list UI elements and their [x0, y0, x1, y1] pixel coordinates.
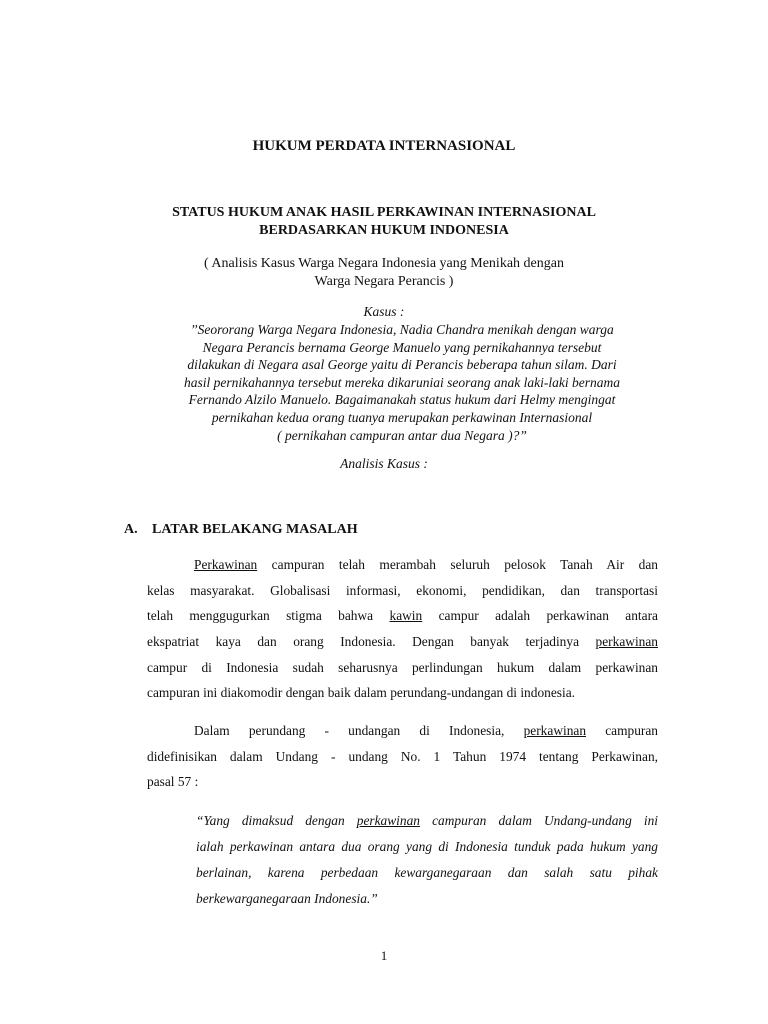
document-subtitle — [0, 204, 768, 240]
legal-quote — [196, 808, 658, 912]
case-line: ’’Seororang Warga Negara Indonesia, Nadia Chandra menikah dengan warga — [190, 322, 614, 337]
document-title: HUKUM PERDATA INTERNASIONAL — [252, 138, 516, 154]
analysis-note-line: ( Analisis Kasus Warga Negara Indonesia yang Menikah dengan — [204, 256, 564, 271]
underlined-term: perkawinan — [595, 634, 658, 650]
paragraph-line: pasal 57 : — [147, 774, 199, 790]
underlined-term: Perkawinan — [194, 557, 258, 572]
case-description — [120, 321, 684, 444]
paragraph-line: kelas masyarakat. Globalisasi informasi, ekonomi, pendidikan, dan transportasi — [147, 582, 658, 598]
case-line: pernikahan kedua orang tuanya merupakan perkawinan Internasional — [211, 409, 593, 425]
case-line: Fernando Alzilo Manuelo. Bagaimanakah status hukum dari Helmy mengingat — [188, 392, 616, 408]
case-line: dilakukan di Negara asal George yaitu di Perancis beberapa tahun silam. Dari — [187, 357, 617, 373]
paragraph-line: ekspatriat kaya dan orang Indonesia. Dengan banyak terjadinya perkawinan — [147, 634, 658, 650]
quote-line: “Yang dimaksud dengan perkawinan campuran dalam Undang-undang ini — [196, 813, 658, 828]
underlined-term: perkawinan — [356, 813, 420, 828]
section-heading — [124, 522, 358, 538]
paragraph-definisi — [147, 718, 658, 795]
section-letter: A. — [124, 522, 138, 537]
case-label: Kasus : — [363, 304, 405, 319]
paragraph-line: campuran ini diakomodir dengan baik dalam perundang-undangan di indonesia. — [147, 685, 576, 701]
paragraph-line: telah menggugurkan stigma bahwa kawin campur adalah perkawinan antara — [147, 608, 658, 624]
paragraph-line: campur di Indonesia sudah seharusnya perlindungan hukum dalam perkawinan — [147, 659, 658, 675]
underlined-term: kawin — [389, 608, 423, 624]
subtitle-line: BERDASARKAN HUKUM INDONESIA — [259, 223, 509, 238]
quote-line: ialah perkawinan antara dua orang yang di Indonesia tunduk pada hukum yang — [196, 839, 658, 854]
section-heading-text: LATAR BELAKANG MASALAH — [152, 522, 358, 537]
analysis-note — [0, 255, 768, 291]
paragraph-line: Dalam perundang - undangan di Indonesia, perkawinan campuran — [194, 723, 659, 738]
quote-line: berlainan, karena perbedaan kewarganegaraan dan salah satu pihak — [196, 865, 658, 880]
case-line: ( pernikahan campuran antar dua Negara )?” — [277, 427, 527, 443]
subtitle-line: STATUS HUKUM ANAK HASIL PERKAWINAN INTERNASIONAL — [172, 205, 596, 220]
analysis-note-line: Warga Negara Perancis ) — [314, 274, 454, 289]
analysis-label: Analisis Kasus : — [340, 456, 428, 471]
paragraph-line: didefinisikan dalam Undang - undang No. 1 Tahun 1974 tentang Perkawinan, — [147, 748, 658, 764]
paragraph-line: Perkawinan campuran telah merambah seluruh pelosok Tanah Air dan — [194, 557, 658, 572]
page-number: 1 — [380, 948, 388, 963]
underlined-term: perkawinan — [523, 723, 587, 738]
case-line: hasil pernikahannya tersebut mereka dikaruniai seorang anak laki-laki bernama — [184, 374, 620, 390]
case-line: Negara Perancis bernama George Manuelo yang pernikahannya tersebut — [202, 339, 602, 355]
quote-line: berkewarganegaraan Indonesia.” — [196, 891, 378, 906]
paragraph-perkawinan-campuran — [147, 552, 658, 706]
